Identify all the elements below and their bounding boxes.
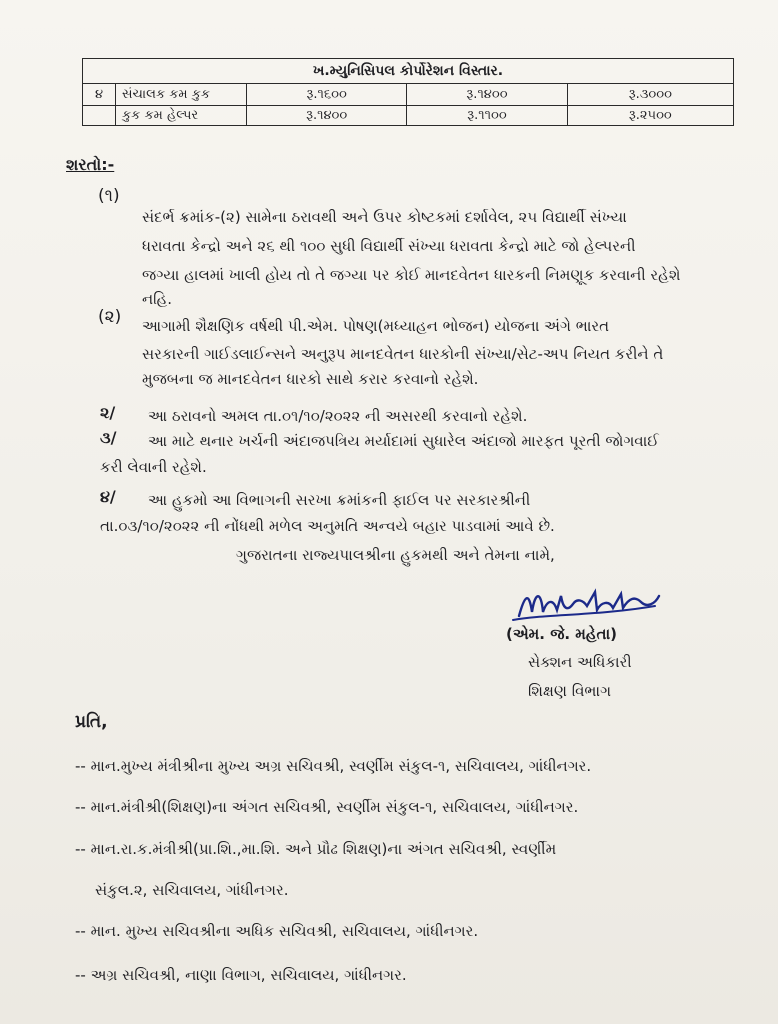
amount-cell: રૂ.૩૦૦૦ <box>567 84 733 106</box>
condition-number: (૨) <box>98 307 122 327</box>
clause-line: આ માટે થનાર ખર્ચની અંદાજપત્રિય મર્યાદામાં સુધારેલ અંદાજો મારફત પૂરતી જોગવાઈ <box>148 432 659 450</box>
amount-cell: રૂ.૧૪૦૦ <box>247 106 407 126</box>
condition-line: નહિ. <box>142 290 172 308</box>
copy-to-item: -- અગ્ર સચિવશ્રી, નાણા વિભાગ, સચિવાલય, ગાંધીનગર. <box>75 966 407 984</box>
honorarium-table <box>82 58 734 126</box>
condition-line: ધરાવતા કેન્દ્રો અને ૨૬ થી ૧૦૦ સુધી વિદ્યાર્થી સંખ્યા ધરાવતા કેન્દ્રો માટે જો હેલ્પરની <box>142 237 636 255</box>
copy-to-item: -- માન.રા.ક.મંત્રીશ્રી(પ્રા.શિ.,મા.શિ. અને પ્રૌઢ શિક્ષણ)ના અંગત સચિવશ્રી, સ્વર્ણીમ <box>75 840 557 858</box>
condition-line: સરકારની ગાઈડલાઈન્સને અનુરૂપ માનદવેતન ધારકોની સંખ્યા/સેટ-અપ નિયત કરીને તે <box>142 345 664 363</box>
condition-line: સંદર્ભ ક્રમાંક-(૨) સામેના ઠરાવથી અને ઉપર કોષ્ટકમાં દર્શાવેલ, ૨૫ વિદ્યાર્થી સંખ્યા <box>142 208 627 226</box>
order-line: ગુજરાતના રાજ્યપાલશ્રીના હુકમથી અને તેમના નામે, <box>236 546 555 564</box>
clause-line: તા.૦૩/૧૦/૨૦૨૨ ની નોંધથી મળેલ અનુમતિ અન્વયે બહાર પાડવામાં આવે છે. <box>100 517 555 535</box>
table-row <box>83 84 734 106</box>
signatory-designation: સેક્શન અધિકારી <box>528 653 632 671</box>
post-name: કુક કમ હેલ્પર <box>116 106 247 126</box>
table-section-header-row <box>83 59 734 84</box>
condition-line: મુજબના જ માનદવેતન ધારકો સાથે કરાર કરવાનો રહેશે. <box>142 370 479 388</box>
condition-line: આગામી શૈક્ષણિક વર્ષથી પી.એમ. પોષણ(મધ્યાહન ભોજન) યોજના અંગે ભારત <box>142 317 610 335</box>
clause-number: ૩/ <box>100 428 117 447</box>
amount-cell: રૂ.૧૧૦૦ <box>407 106 567 126</box>
copy-to-label: પ્રતિ, <box>75 712 108 732</box>
copy-to-item: -- માન.મુખ્ય મંત્રીશ્રીના મુખ્ય અગ્ર સચિવશ્રી, સ્વર્ણીમ સંકુલ-૧, સચિવાલય, ગાંધીનગર. <box>75 757 592 775</box>
copy-to-item-continued: સંકુલ.૨, સચિવાલય, ગાંધીનગર. <box>95 881 289 899</box>
amount-cell: રૂ.૧૬૦૦ <box>247 84 407 106</box>
clause-line: કરી લેવાની રહેશે. <box>100 458 207 476</box>
clause-line: આ હુકમો આ વિભાગની સરખા ક્રમાંકની ફાઈલ પર સરકારશ્રીની <box>148 491 531 509</box>
handwritten-signature <box>505 586 675 626</box>
amount-cell: રૂ.૨૫૦૦ <box>567 106 733 126</box>
row-number: ૪ <box>83 84 116 106</box>
clause-number: ૪/ <box>100 487 116 506</box>
condition-number: (૧) <box>98 186 120 206</box>
clause-number: ૨/ <box>100 403 116 422</box>
clause-line: આ ઠરાવનો અમલ તા.૦૧/૧૦/૨૦૨૨ ની અસરથી કરવાનો રહેશે. <box>148 407 528 425</box>
condition-line: જગ્યા હાલમાં ખાલી હોય તો તે જગ્યા પર કોઈ માનદવેતન ધારકની નિમણૂક કરવાની રહેશે <box>142 266 681 284</box>
conditions-label: શરતો:- <box>66 155 115 174</box>
row-number <box>83 106 116 126</box>
signatory-name: (એમ. જે. મહેતા) <box>506 625 618 643</box>
amount-cell: રૂ.૧૪૦૦ <box>407 84 567 106</box>
table-row <box>83 106 734 126</box>
table-section-header: ખ.મ્યુનિસિપલ કોર્પોરેશન વિસ્તાર. <box>83 59 734 84</box>
copy-to-item: -- માન. મુખ્ય સચિવશ્રીના અધિક સચિવશ્રી, સચિવાલય, ગાંધીનગર. <box>75 922 479 940</box>
signatory-department: શિક્ષણ વિભાગ <box>528 682 612 700</box>
copy-to-item: -- માન.મંત્રીશ્રી(શિક્ષણ)ના અંગત સચિવશ્રી, સ્વર્ણીમ સંકુલ-૧, સચિવાલય, ગાંધીનગર. <box>75 798 579 816</box>
post-name: સંચાલક કમ કુક <box>116 84 247 106</box>
